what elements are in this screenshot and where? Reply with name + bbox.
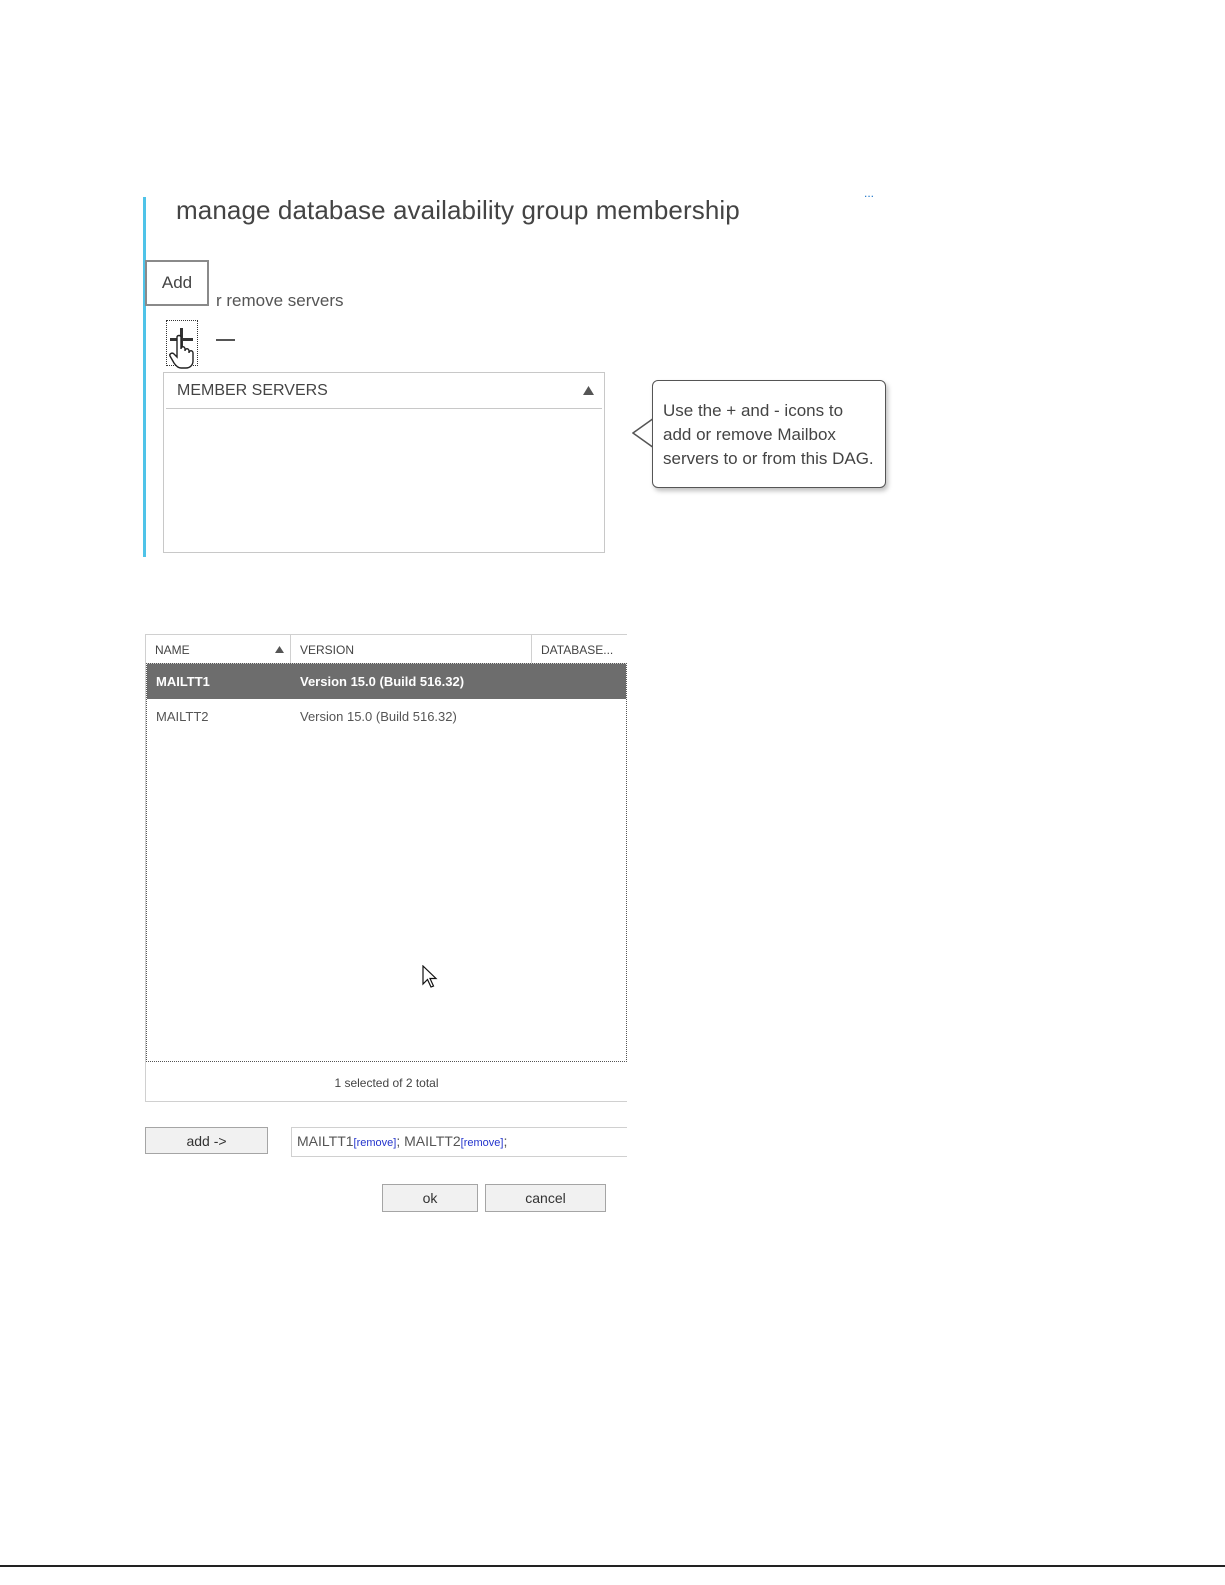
server-name-cell: MAILTT2 xyxy=(156,709,209,724)
section-subheading: r remove servers xyxy=(216,291,344,310)
server-version-cell: Version 15.0 (Build 516.32) xyxy=(300,709,457,724)
grid-header xyxy=(146,635,627,664)
member-servers-header[interactable] xyxy=(166,373,602,409)
selected-servers-field[interactable] xyxy=(291,1127,627,1157)
minus-icon[interactable] xyxy=(216,331,236,349)
grid-body xyxy=(146,663,627,1062)
column-header-name[interactable]: NAME xyxy=(146,635,291,663)
page-title: manage database availability group membership xyxy=(176,195,740,225)
add-tooltip: Add xyxy=(145,260,209,306)
sort-ascending-icon[interactable] xyxy=(583,386,594,395)
panel-accent-bar xyxy=(143,197,146,557)
remove-link[interactable]: [remove] xyxy=(460,1137,504,1149)
server-picker-grid xyxy=(145,634,627,1102)
column-header-version[interactable]: VERSION xyxy=(291,635,532,663)
truncated-link[interactable]: ... xyxy=(864,186,875,199)
table-row[interactable] xyxy=(147,699,626,734)
page-divider xyxy=(0,1565,1225,1567)
separator: ; xyxy=(503,1133,508,1149)
cancel-button[interactable]: cancel xyxy=(485,1184,606,1212)
mouse-pointer-icon xyxy=(422,965,438,989)
column-header-database[interactable]: DATABASE... xyxy=(541,643,614,657)
hand-cursor-icon xyxy=(168,334,200,372)
selected-item-name: MAILTT1 xyxy=(297,1133,354,1149)
help-callout xyxy=(652,380,886,488)
selected-item-name: MAILTT2 xyxy=(400,1133,461,1149)
member-servers-table xyxy=(163,372,605,553)
ok-button[interactable]: ok xyxy=(382,1184,478,1212)
add-button[interactable]: add -> xyxy=(145,1127,268,1154)
table-row[interactable] xyxy=(147,664,626,699)
remove-link[interactable]: [remove] xyxy=(353,1137,397,1149)
callout-line: servers to or from this DAG. xyxy=(663,449,874,468)
selection-status: 1 selected of 2 total xyxy=(334,1076,439,1090)
callout-line: Use the + and - icons to xyxy=(663,401,844,420)
column-header-member-servers[interactable]: MEMBER SERVERS xyxy=(177,382,328,399)
callout-line: add or remove Mailbox xyxy=(663,425,836,444)
separator: ; xyxy=(396,1133,401,1149)
server-version-cell: Version 15.0 (Build 516.32) xyxy=(300,674,465,689)
server-name-cell: MAILTT1 xyxy=(156,674,210,689)
sort-ascending-icon[interactable] xyxy=(275,646,284,653)
